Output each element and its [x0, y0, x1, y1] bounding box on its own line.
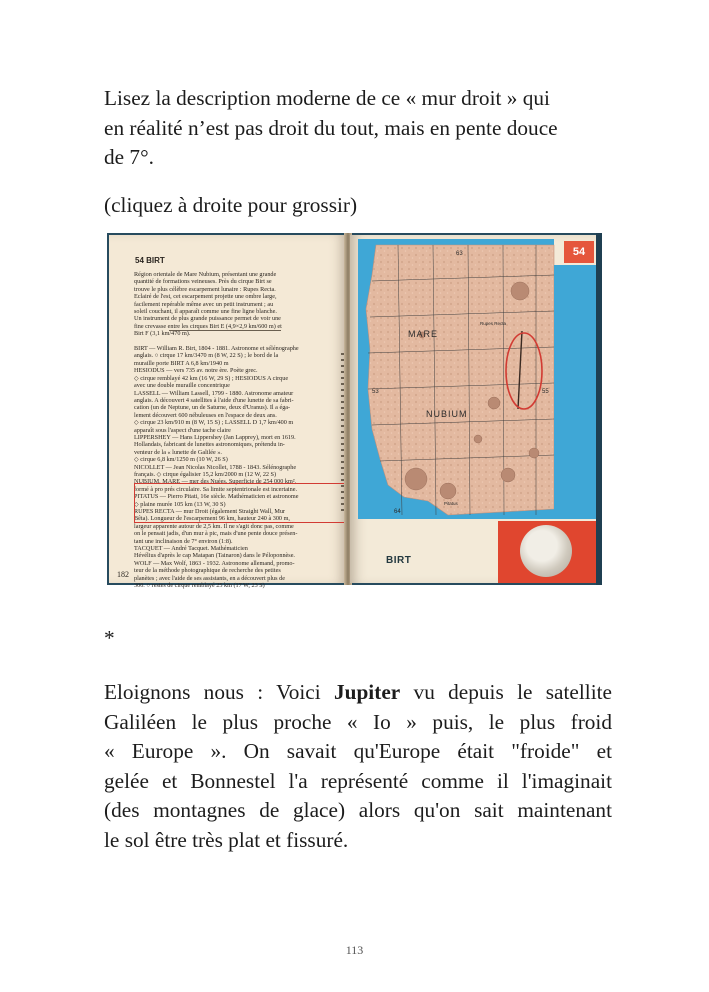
book-text-line: BIRT — William R. Birt, 1804 - 1881. Astronome et sélénographe: [134, 345, 299, 353]
book-text-line: on le pensait jadis, d'un mur à pic, mais d'une pente douce présen-: [134, 530, 298, 538]
book-text-line: apparaît sous l'aspect d'une tache claire: [134, 426, 231, 434]
book-text-line: Hévélius d'après le cap Matapan (Tainaron) dans le Péloponnèse.: [134, 552, 295, 560]
page-tab: 54: [564, 241, 594, 263]
book-text-line: anglais. A découvert 4 satellites à l'aide d'une lunette de sa fabri-: [134, 396, 294, 404]
map-label-nubium: NUBIUM: [426, 409, 468, 419]
book-page-header: 54 BIRT: [135, 256, 165, 265]
book-text-line: lement découvert 600 nébuleuses en l'espace de deux ans.: [134, 411, 277, 419]
map-label-55: 55: [542, 389, 549, 395]
map-label-63: 63: [456, 251, 463, 257]
section-separator: *: [104, 626, 115, 650]
book-text-line: quantité de formations veineuses. Près du cirque Birt se: [134, 278, 272, 286]
book-right-page: [350, 235, 598, 583]
book-page-text: [134, 271, 340, 589]
intro-line-3: de 7°.: [104, 145, 154, 170]
book-text-line: Hollandais, fabricant de lunettes astronomiques, prétendu in-: [134, 441, 285, 449]
book-text-line: avec une double muraille concentrique: [134, 382, 230, 390]
book-text-line: NUBIUM, MARE — mer des Nuées. Superficie de 254 000 km²,: [134, 478, 297, 486]
book-text-line: 300. ○ restes de cirque remblayé 25 km (17 W, 23 S): [134, 582, 265, 590]
map-margin: [554, 265, 598, 519]
jupiter-line-3: « Europe ». On savait qu'Europe était "froide" et: [104, 739, 612, 764]
book-text-line: ◇ cirque remblayé 42 km (16 W, 29 S) ; HESIODUS A cirque: [134, 374, 289, 382]
book-text-line: HESIODUS — vers 735 av. notre ère. Poète grec.: [134, 367, 258, 375]
book-left-page: [109, 235, 346, 590]
book-text-line: Bêta). Longueur de l'escarpement 96 km, hauteur 240 à 300 m,: [134, 515, 290, 523]
map-label-53: 53: [372, 389, 379, 395]
intro-line-1: Lisez la description moderne de ce « mur droit » qui: [104, 86, 550, 110]
book-text-line: fine crevasse entre les cirques Birt E (4,9×2,9 km/600 m) et: [134, 322, 282, 330]
map-label-mare: MARE: [408, 329, 439, 339]
book-text-line: teur de la méthode photographique de recherche des petites: [134, 567, 281, 575]
jupiter-line-4: gelée et Bonnestel l'a représenté comme il l'imaginait: [104, 768, 612, 793]
book-text-line: RUPES RECTA — mur Droit (également Straight Wall, Mur: [134, 508, 285, 515]
map-label-rupes: Rupes Recta: [480, 321, 507, 326]
book-text-line: ◇ cirque 23 km/910 m (8 W, 15 S) ; LASSELL D 1,7 km/400 m: [134, 419, 294, 427]
moon-inset: [498, 521, 598, 583]
map-label-pitatus: Pitatus: [444, 501, 458, 506]
book-text-line: ◇ plaine murée 105 km (13 W, 30 S): [134, 500, 226, 508]
map-title: BIRT: [386, 555, 412, 566]
jupiter-line-1-end: vu depuis le satellite: [400, 680, 612, 704]
book-text-line: tant une inclinaison de 7° environ (1:8).: [134, 537, 233, 545]
jupiter-line-1: [104, 678, 612, 708]
book-cover-edge: [596, 233, 602, 585]
jupiter-line-6: le sol être très plat et fissuré.: [104, 827, 349, 852]
book-text-line: trouve le plus célèbre escarpement lunaire : Rupes Recta.: [134, 285, 276, 293]
book-text-line: largeur apparente autour de 2,5 km. Il ne s'agit donc pas, comme: [134, 522, 294, 530]
book-text-line: LASSELL — William Lassell, 1799 - 1880. Astronome amateur: [134, 389, 294, 397]
book-text-line: ◇ cirque 6,8 km/1250 m (10 W, 26 S): [134, 456, 228, 464]
book-text-line: Eclairé de l'est, cet escarpement projette une ombre large,: [134, 293, 277, 301]
jupiter-line-2: Galiléen le plus proche « Io » puis, le plus froid: [104, 709, 612, 734]
book-text-line: soleil couchant, il apparaît comme une fine ligne blanche.: [134, 308, 277, 316]
book-page-number: 182: [117, 570, 129, 579]
book-text-line: LIPPERSHEY — Hans Lippershey (Jan Lapprey), mort en 1619.: [134, 433, 296, 441]
book-separator: [169, 330, 281, 331]
map-label-64: 64: [394, 509, 401, 515]
book-text-line: facilement repérable même avec un petit instrument ; au: [134, 300, 274, 308]
book-text-line: TACQUET — André Tacquet. Mathématicien: [134, 545, 248, 553]
moon-thumbnail: [520, 525, 572, 577]
book-text-line: français. ◇ cirque égalisier 15,2 km/2000 m (12 W, 22 S): [134, 470, 277, 478]
highlight-box: [134, 483, 346, 523]
jupiter-name: Jupiter: [333, 680, 401, 704]
jupiter-line-1-start: Eloignons nous : Voici: [104, 680, 334, 704]
click-hint: (cliquez à droite pour grossir): [104, 193, 358, 217]
jupiter-line-5: (des montagnes de glace) alors qu'on sait maintenant: [104, 798, 612, 823]
book-text-line: anglais. ○ cirque 17 km/3470 m (8 W, 22 S) ; le bord de la: [134, 352, 279, 360]
book-text-line: formé à pro prés circulaire. Sa limite septentrionale est incertaine.: [134, 485, 298, 493]
book-photo-link[interactable]: [107, 233, 602, 590]
book-text-line: WOLF — Max Wolf, 1863 - 1932. Astronome allemand, promo-: [134, 559, 295, 567]
book-text-line: Région orientale de Mare Nubium, présentant une grande: [134, 271, 277, 278]
book-text-line: PITATUS — Pierro Pitati, 16e siècle. Mathématicien et astronome: [134, 493, 299, 501]
book-text-line: planètes ; avec l'aide de ses assistants, en a découvert plus de: [134, 574, 285, 582]
book-text-line: Birt F (3,1 km/470 m).: [134, 330, 191, 338]
book-text-line: Un instrument de plus grande puissance permet de voir une: [134, 315, 281, 323]
jupiter-paragraph: [104, 678, 612, 856]
intro-paragraph: [104, 84, 609, 173]
page-number: 113: [345, 943, 364, 957]
book-text-line: [134, 338, 340, 345]
book-text-line: cation (un de Neptune, un de Saturne, deux d'Uranus). Il a éga-: [134, 404, 291, 412]
book-text-line: venteur de la « lunette de Galilée ».: [134, 448, 222, 456]
moon-map: [358, 239, 554, 519]
book-text-line: NICOLLET — Jean Nicolas Nicollet, 1788 - 1843. Sélénographe: [134, 463, 297, 471]
intro-line-2: en réalité n’est pas droit du tout, mais en pente douce: [104, 115, 558, 140]
book-text-line: muraille porte BIRT A 6,8 km/1940 m: [134, 359, 229, 367]
